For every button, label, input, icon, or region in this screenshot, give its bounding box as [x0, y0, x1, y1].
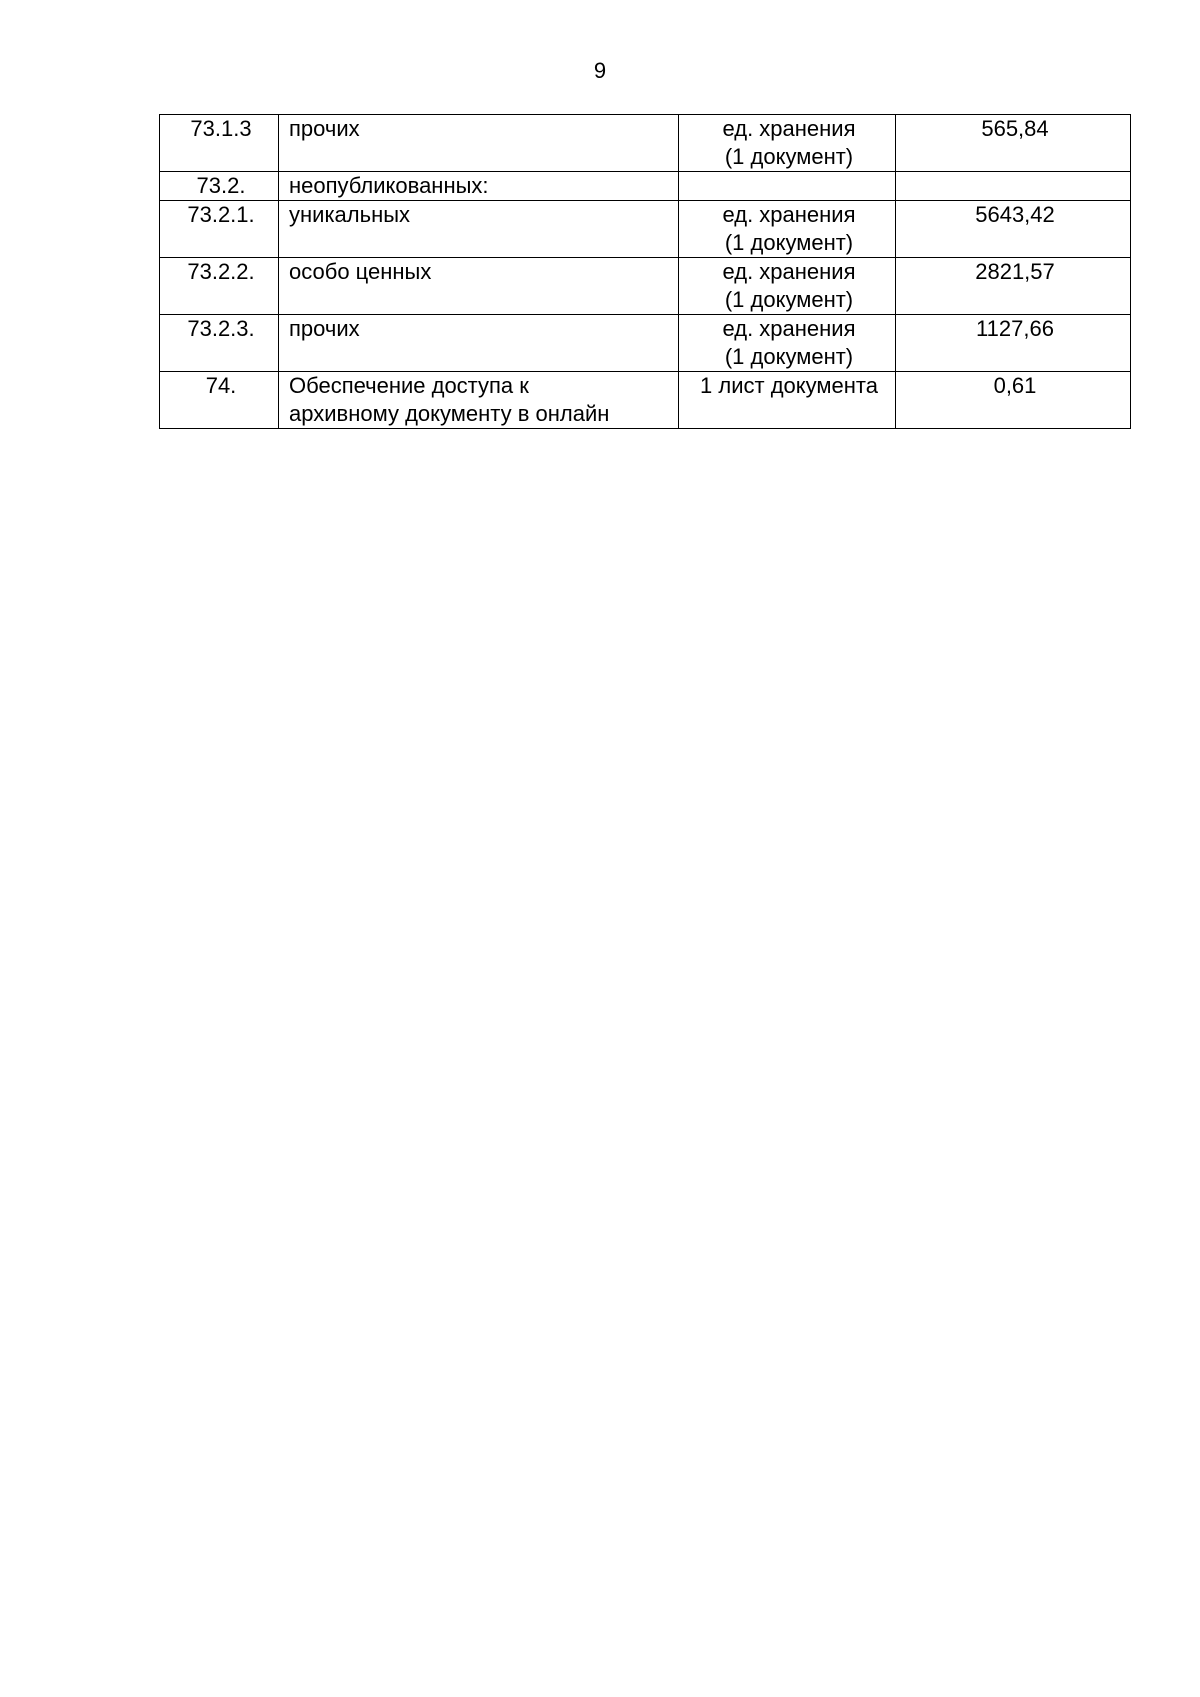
item-unit: ед. хранения (1 документ) — [679, 115, 896, 172]
item-number: 73.2.3. — [160, 315, 279, 372]
table-row — [160, 258, 1131, 315]
item-number: 73.1.3 — [160, 115, 279, 172]
page-number: 9 — [593, 58, 607, 83]
item-name: особо ценных — [279, 258, 679, 315]
item-name: прочих — [279, 115, 679, 172]
item-unit: ед. хранения (1 документ) — [679, 315, 896, 372]
item-unit: 1 лист документа — [679, 372, 896, 429]
item-name: прочих — [279, 315, 679, 372]
table-row — [160, 372, 1131, 429]
item-price: 5643,42 — [896, 201, 1131, 258]
item-name: уникальных — [279, 201, 679, 258]
item-unit — [679, 172, 896, 201]
item-name: Обеспечение доступа к архивному документу в онлайн — [279, 372, 679, 429]
item-number: 74. — [160, 372, 279, 429]
table-row — [160, 315, 1131, 372]
table-row — [160, 172, 1131, 201]
item-price: 0,61 — [896, 372, 1131, 429]
table-row — [160, 201, 1131, 258]
item-number: 73.2.1. — [160, 201, 279, 258]
item-unit: ед. хранения (1 документ) — [679, 201, 896, 258]
item-price: 2821,57 — [896, 258, 1131, 315]
item-name: неопубликованных: — [279, 172, 679, 201]
item-price: 1127,66 — [896, 315, 1131, 372]
item-number: 73.2. — [160, 172, 279, 201]
price-table — [159, 114, 1131, 429]
item-unit: ед. хранения (1 документ) — [679, 258, 896, 315]
table-row — [160, 115, 1131, 172]
item-number: 73.2.2. — [160, 258, 279, 315]
item-price: 565,84 — [896, 115, 1131, 172]
item-price — [896, 172, 1131, 201]
